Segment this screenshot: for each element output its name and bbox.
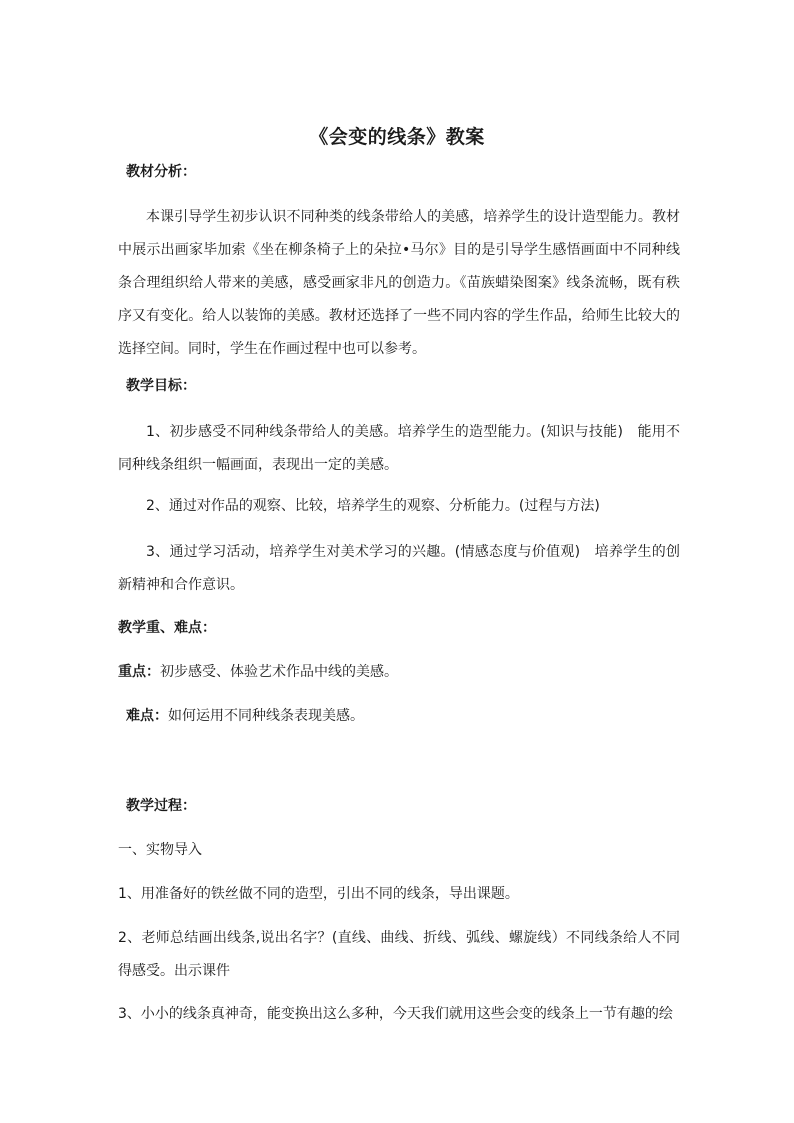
key-point-text: 初步感受、体验艺术作品中线的美感。 — [160, 664, 398, 680]
key-point-label: 重点： — [118, 664, 160, 680]
analysis-paragraph: 本课引导学生初步认识不同种类的线条带给人的美感，培养学生的设计造型能力。教材中展示出画家毕加索《坐在柳条椅子上的朵拉•马尔》目的是引导学生感悟画面中不同种线条合理组织给人带来的美感，感受画家非凡的创造力。《苗族蜡染图案》线条流畅，既有秩序又有变化。给人以装饰的美感。教材还选择了一些不同内容的学生作品，给师生比较大的选择空间。同时，学生在作画过程中也可以参考。 — [118, 209, 680, 357]
analysis-heading: 教材分析： — [126, 164, 196, 180]
difficulty-line — [126, 706, 688, 726]
step-heading: 一、实物导入 — [118, 842, 202, 858]
step-2: 2、老师总结画出线条,说出名字？(直线、曲线、折线、弧线、螺旋线）不同线条给人不同得感受。出示课件 — [118, 930, 680, 979]
difficulty-label: 难点： — [126, 708, 168, 724]
page-title: 《会变的线条》教案 — [309, 126, 485, 148]
goal-1: 1、初步感受不同种线条带给人的美感。培养学生的造型能力。(知识与技能) 能用不同种线条组织一幅画面，表现出一定的美感。 — [118, 424, 680, 473]
difficulty-text: 如何运用不同种线条表现美感。 — [168, 708, 364, 724]
goals-heading: 教学目标： — [126, 378, 196, 394]
goal-3: 3、通过学习活动，培养学生对美术学习的兴趣。(情感态度与价值观) 培养学生的创新精神和合作意识。 — [118, 544, 680, 593]
key-point-line — [118, 662, 680, 682]
step-1: 1、用准备好的铁丝做不同的造型，引出不同的线条，导出课题。 — [118, 886, 519, 902]
key-points-heading: 教学重、难点： — [118, 620, 216, 636]
process-heading: 教学过程： — [126, 798, 196, 814]
goal-2: 2、通过对作品的观察、比较，培养学生的观察、分析能力。(过程与方法) — [146, 498, 600, 514]
step-3: 3、小小的线条真神奇，能变换出这么多种，今天我们就用这些会变的线条上一节有趣的绘 — [118, 1006, 673, 1022]
